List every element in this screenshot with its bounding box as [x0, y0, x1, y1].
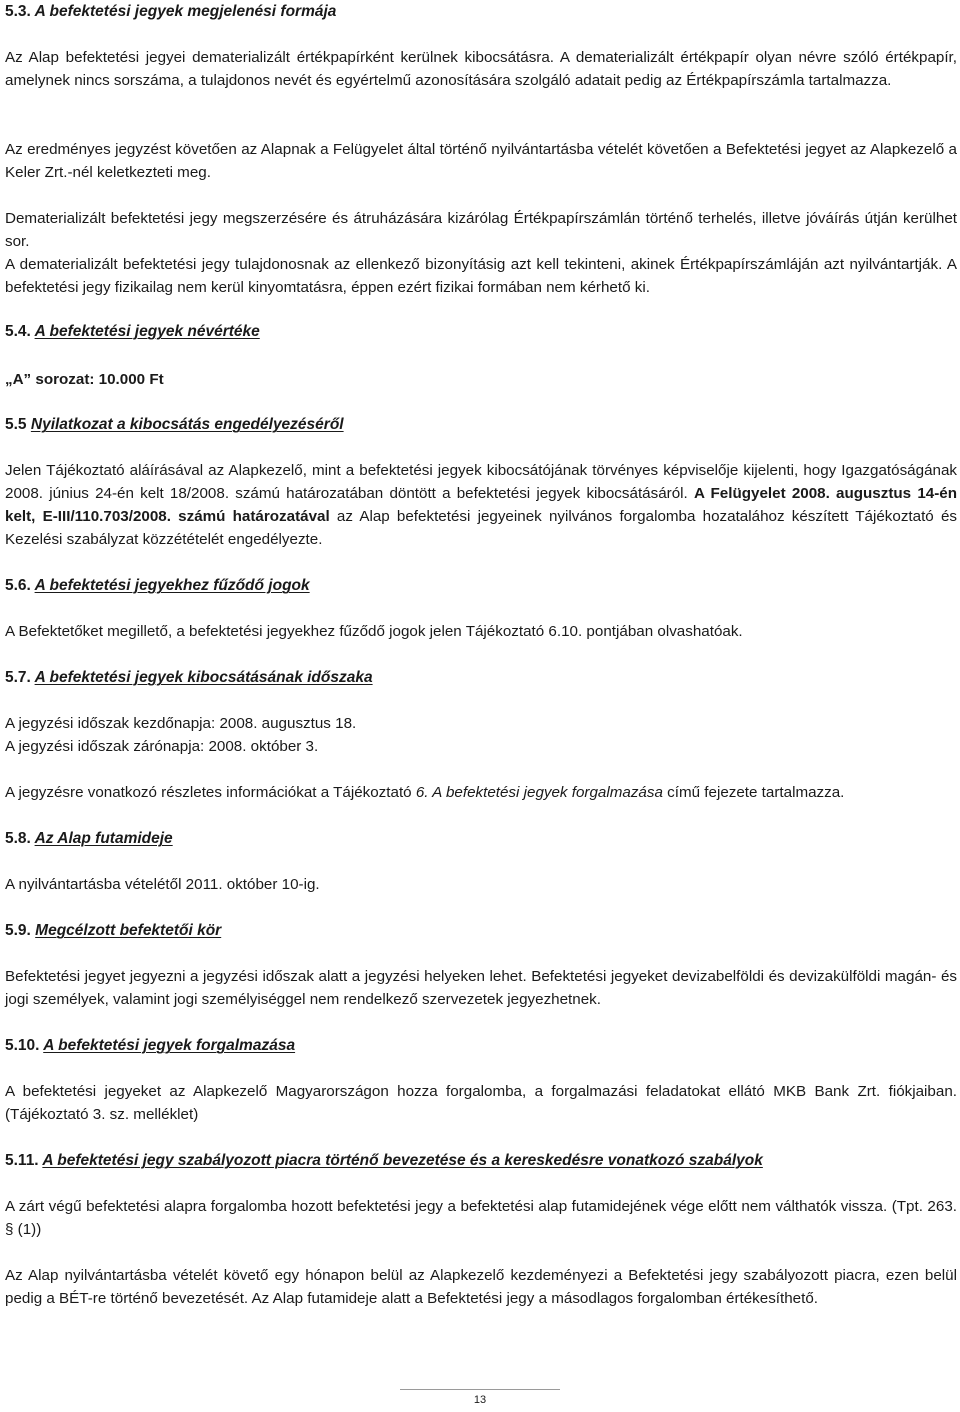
- paragraph-5-6-1: A Befektetőket megillető, a befektetési jegyekhez fűződő jogok jelen Tájékoztató 6.10. pontjában olvashatóak.: [5, 623, 743, 640]
- chapter-reference: 6. A befektetési jegyek forgalmazása: [415, 784, 663, 801]
- section-title: A befektetési jegyek névértéke: [34, 323, 260, 340]
- text-run: az Alap befektetési jegyeinek nyilvános forgalomba hozatalához készített Tájékoztató és Kezelési szabályzat közzétételét engedélyezte.: [5, 508, 957, 548]
- paragraph-5-7-1: [5, 781, 957, 804]
- section-heading-5-8: [5, 827, 173, 850]
- section-number: 5.3.: [5, 3, 31, 20]
- section-number: 5.5: [5, 416, 27, 433]
- paragraph-5-8-1: A nyilvántartásba vételétől 2011. október 10-ig.: [5, 876, 320, 893]
- text-run: Jelen Tájékoztató aláírásával az Alapkezelő, mint a befektetési jegyek kibocsátójának törvényes képviselője kijelenti, hogy Igazgatóságának 2008. június 24-én kelt 18/2008. számú határozatában döntött a befektetési jegyek kibocsátásáról.: [5, 462, 957, 502]
- section-title: A befektetési jegyekhez fűződő jogok: [34, 577, 310, 594]
- section-heading-5-3: [5, 0, 957, 23]
- nominal-value: „A” sorozat: 10.000 Ft: [5, 371, 164, 388]
- paragraph-5-5-1: [5, 459, 957, 551]
- section-title: A befektetési jegy szabályozott piacra történő bevezetése és a kereskedésre vonatkozó szabályok: [42, 1152, 763, 1169]
- text-run: című fejezete tartalmazza.: [662, 784, 845, 801]
- paragraph-5-3-4: A dematerializált befektetési jegy tulajdonosnak az ellenkező bizonyításig azt kell tekinteni, akinek Értékpapírszámláján azt nyilvántartják. A befektetési jegy fizikailag nem kerül kinyomtatásra, éppen ezért fizikai formában nem kérhető ki.: [5, 256, 957, 296]
- section-title: Nyilatkozat a kibocsátás engedélyezéséről: [30, 416, 344, 433]
- section-title: Megcélzott befektetői kör: [35, 922, 222, 939]
- subscription-start: A jegyzési időszak kezdőnapja: 2008. augusztus 18.: [5, 715, 357, 732]
- section-heading-5-7: [5, 666, 373, 689]
- section-number: 5.7.: [5, 669, 31, 686]
- section-number: 5.4.: [5, 323, 31, 340]
- section-number: 5.11.: [5, 1152, 39, 1169]
- page-number: 13: [473, 1394, 487, 1406]
- section-title: A befektetési jegyek megjelenési formája: [34, 3, 337, 20]
- section-number: 5.8.: [5, 830, 31, 847]
- section-heading-5-4: [5, 320, 260, 343]
- section-heading-5-10: [5, 1034, 295, 1057]
- text-run: A jegyzésre vonatkozó részletes információkat a Tájékoztató: [5, 784, 416, 801]
- paragraph-5-10-1: A befektetési jegyeket az Alapkezelő Magyarországon hozza forgalomba, a forgalmazási feladatokat ellátó MKB Bank Zrt. fiókjaiban. (Tájékoztató 3. sz. melléklet): [5, 1083, 957, 1123]
- resolution-reference: A Felügyelet 2008. augusztus 14-én kelt, E-III/110.703/2008. számú határozatával: [5, 485, 957, 525]
- paragraph-5-3-3: Dematerializált befektetési jegy megszerzésére és átruházására kizárólag Értékpapírszámlán történő terhelés, illetve jóváírás útján kerülhet sor.: [5, 210, 957, 250]
- section-title: A befektetési jegyek forgalmazása: [43, 1037, 296, 1054]
- section-number: 5.9.: [5, 922, 31, 939]
- section-number: 5.10.: [5, 1037, 40, 1054]
- footer-divider: [400, 1389, 560, 1390]
- paragraph-5-11-1: A zárt végű befektetési alapra forgalomba hozott befektetési jegy a befektetési alap futamidejének vége előtt nem válthatók vissza. (Tpt. 263. § (1)): [5, 1198, 957, 1238]
- section-heading-5-5: [5, 413, 344, 436]
- paragraph-5-11-2: Az Alap nyilvántartásba vételét követő egy hónapon belül az Alapkezelő kezdeményezi a Befektetési jegy szabályozott piacra, ezen belül pedig a BÉT-re történő bevezetését. Az Alap futamideje alatt a Befektetési jegy a másodlagos forgalomban értékesíthető.: [5, 1267, 957, 1307]
- section-heading-5-6: [5, 574, 310, 597]
- section-title: A befektetési jegyek kibocsátásának időszaka: [34, 669, 373, 686]
- section-heading-5-11: [5, 1149, 763, 1172]
- paragraph-5-9-1: Befektetési jegyet jegyezni a jegyzési időszak alatt a jegyzési helyeken lehet. Befektetési jegyeket devizabelföldi és devizakülföldi magán- és jogi személyek, valamint jogi személyiséggel nem rendelkező szervezetek jegyezhetnek.: [5, 968, 957, 1008]
- paragraph-5-3-2: Az eredményes jegyzést követően az Alapnak a Felügyelet által történő nyilvántartásba vételét követően a Befektetési jegyet az Alapkezelő a Keler Zrt.-nél keletkezteti meg.: [5, 141, 957, 181]
- paragraph-5-3-1: Az Alap befektetési jegyei dematerializált értékpapírként kerülnek kibocsátásra. A dematerializált értékpapír olyan névre szóló értékpapír, amelynek nincs sorszáma, a tulajdonos nevét és egyértelmű azonosítására szolgáló adatait pedig az Értékpapírszámla tartalmazza.: [5, 49, 957, 89]
- section-heading-5-9: [5, 919, 221, 942]
- section-title: Az Alap futamideje: [34, 830, 173, 847]
- subscription-end: A jegyzési időszak zárónapja: 2008. október 3.: [5, 738, 319, 755]
- section-number: 5.6.: [5, 577, 31, 594]
